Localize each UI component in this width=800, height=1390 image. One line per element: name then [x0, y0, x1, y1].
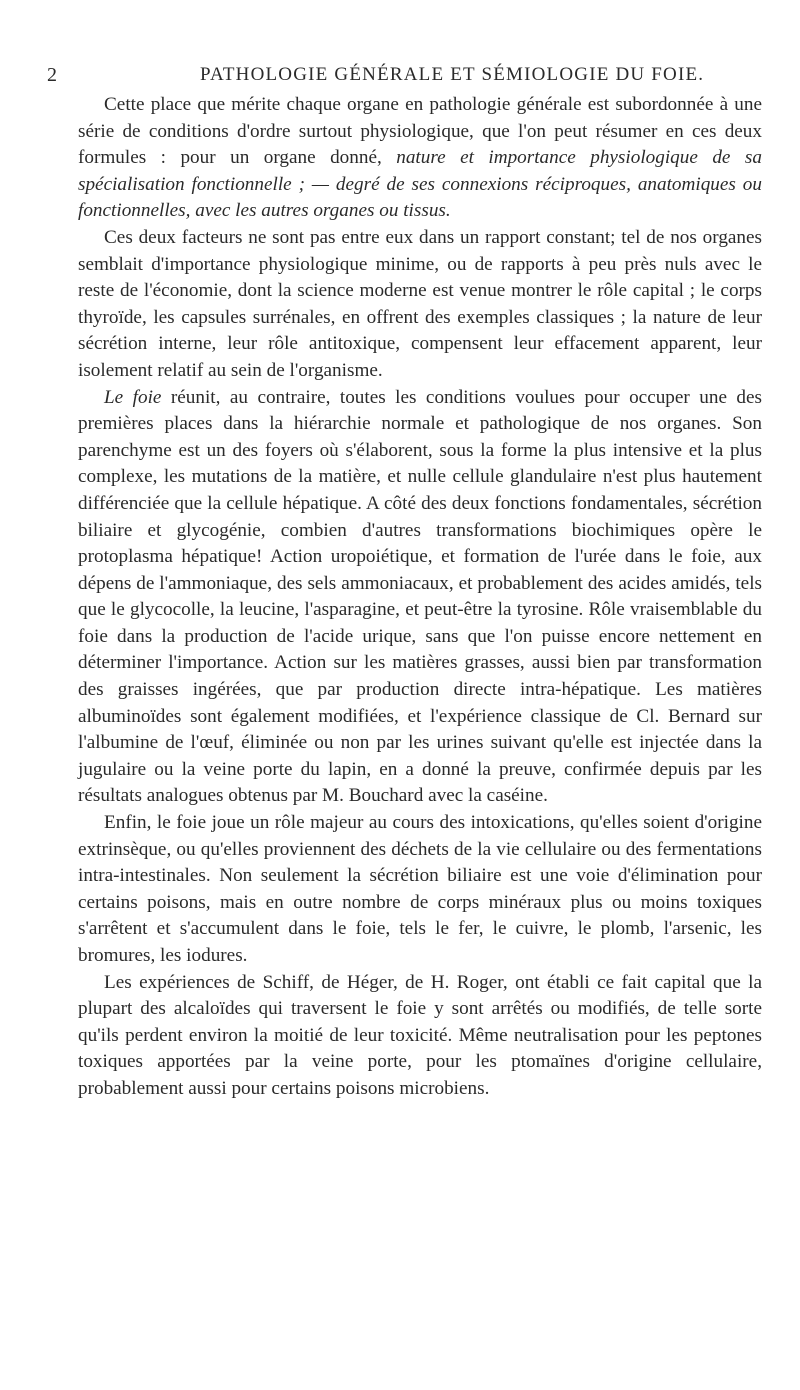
body-text — [78, 92, 762, 1103]
page-number: 2 — [47, 64, 58, 86]
paragraph-2: Ces deux facteurs ne sont pas entre eux dans un rapport constant; tel de nos organes semblait d'importance physiologique minime, ou de rapports à peu près nuls avec le reste de l'économie, dont la science moderne est venue montrer le rôle capital ; le corps thyroïde, les capsules surrénales, en offrent des exemples classiques ; la nature de leur sécrétion interne, leur rôle antitoxique, compensent leur effacement apparent, leur isolement relatif au sein de l'organisme. — [78, 226, 762, 381]
running-title: PATHOLOGIE GÉNÉRALE ET SÉMIOLOGIE DU FOIE. — [200, 64, 705, 85]
paragraph-1-text: Cette place que mérite chaque organe en pathologie générale est subordonnée à une série de conditions d'ordre surtout physiologique, que l'on peut résumer en ces deux formules : pour un organe donné, — [78, 94, 762, 169]
paragraph-3-text: réunit, au contraire, toutes les conditions voulues pour occuper une des premières places dans la hiérarchie normale et pathologique de nos organes. Son parenchyme est un des foyers où s'élaborent, sous la forme la plus intensive et la plus complexe, les mutations de la matière, et nulle cellule glandulaire n'est plus hautement différenciée que la cellule hépatique. A côté des deux fonctions fondamentales, sécrétion biliaire et glycogénie, combien d'autres transformations biochimiques opère le protoplasma hépatique! Action uropoiétique, et formation de l'urée dans le foie, aux dépens de l'ammoniaque, des sels ammoniacaux, et probablement des acides amidés, tels que le glycocolle, la leucine, l'asparagine, et peut-être la tyrosine. Rôle vraisemblable du foie dans la production de l'acide urique, sans que l'on puisse encore nettement en déterminer l'importance. Action sur les matières grasses, aussi bien par transformation des graisses ingérées, que par production directe intra-hépatique. Les matières albuminoïdes sont également modifiées, et l'expérience classique de Cl. Bernard sur l'albumine de l'œuf, éliminée ou non par les urines suivant qu'elle est injectée dans la jugulaire ou la veine porte du lapin, en a donné la preuve, confirmée depuis par les résultats analogues obtenus par M. Bouchard avec la caséine. — [78, 386, 762, 807]
paragraph-3-italic: Le foie — [104, 386, 162, 408]
paragraph-3 — [78, 385, 762, 811]
paragraph-1-italic: nature et importance physiologique de sa spécialisation fonctionnelle ; — degré de ses connexions réciproques, anatomiques ou fonctionnelles, avec les autres organes ou tissus. — [78, 147, 762, 222]
paragraph-5: Les expériences de Schiff, de Héger, de H. Roger, ont établi ce fait capital que la plupart des alcaloïdes qui traversent le foie y sont arrêtés ou modifiés, de telle sorte qu'ils perdent environ la moitié de leur toxicité. Même neutralisation pour les peptones toxiques apportées par la veine porte, pour les ptomaïnes d'origine cellulaire, probablement aussi pour certains poisons microbiens. — [78, 971, 762, 1099]
paragraph-1 — [78, 92, 762, 225]
paragraph-4: Enfin, le foie joue un rôle majeur au cours des intoxications, qu'elles soient d'origine extrinsèque, ou qu'elles proviennent des déchets de la vie cellulaire ou des fermentations intra-intestinales. Non seulement la sécrétion biliaire est une voie d'élimination pour certains poisons, mais en outre nombre de corps minéraux plus ou moins toxiques s'arrêtent et s'accumulent dans le foie, tels le fer, le cuivre, le plomb, l'arsenic, les bromures, les iodures. — [78, 812, 762, 966]
